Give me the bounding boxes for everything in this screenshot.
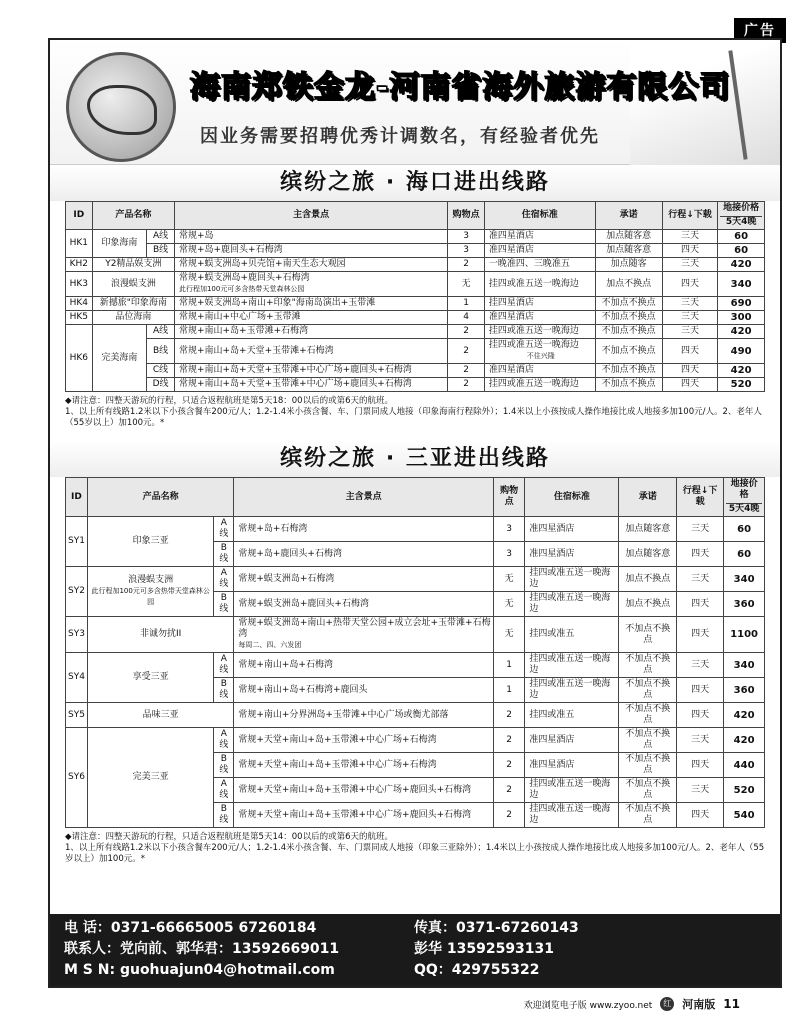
- sights: 常规+南山+中心广场+玉带滩: [174, 311, 447, 325]
- site-url: 欢迎浏览电子版 www.zyoo.net: [523, 1000, 653, 1011]
- column-header: 产品名称: [87, 478, 233, 517]
- haikou-note: [65, 396, 765, 429]
- shop-cell: 无: [448, 272, 485, 297]
- promise-cell: 不加点不换点: [595, 325, 662, 339]
- table-row: [66, 517, 765, 542]
- route-id: HK6: [66, 325, 93, 392]
- sights: 常规+蜈支洲岛+贝壳馆+南天生态大观园: [174, 258, 447, 272]
- price-cell: 60: [718, 230, 765, 244]
- hotel-cell: 挂四或准五送一晚海边: [484, 272, 595, 297]
- price-cell: 60: [724, 517, 765, 542]
- trip-cell: 三天: [662, 230, 717, 244]
- promise-cell: 不加点不换点: [595, 378, 662, 392]
- hotel-cell: 挂四或准五送一晚海边: [525, 678, 619, 703]
- table-row: [66, 728, 765, 753]
- promise-cell: 不加点不换点: [619, 617, 676, 653]
- promise-cell: 加点随客: [595, 258, 662, 272]
- trip-cell: 四天: [676, 678, 723, 703]
- shop-cell: 无: [493, 592, 524, 617]
- promise-cell: 不加点不换点: [619, 778, 676, 803]
- trip-cell: 四天: [676, 617, 723, 653]
- hotel-cell: 准四星酒店: [525, 517, 619, 542]
- line-label: A线: [214, 728, 234, 753]
- promise-cell: 不加点不换点: [619, 703, 676, 728]
- table-row: [66, 567, 765, 592]
- sights: 常规+娱支洲岛+南山+印象"海南岛演出+玉带滩: [174, 297, 447, 311]
- trip-cell: 四天: [662, 364, 717, 378]
- promise-cell: 加点随客意: [619, 517, 676, 542]
- note-line: ◆请注意：四整天游玩的行程，只适合返程航班是第5天18：00以后的或第6天的航班。: [65, 396, 393, 406]
- route-name: 完美海南: [92, 325, 146, 392]
- contact-bar: [50, 914, 780, 986]
- sights: 常规+南山+岛+玉带滩+石梅湾: [174, 325, 447, 339]
- line-label: A线: [147, 230, 175, 244]
- trip-cell: 三天: [662, 297, 717, 311]
- shop-cell: 3: [448, 244, 485, 258]
- route-id: HK4: [66, 297, 93, 311]
- column-header: 住宿标准: [525, 478, 619, 517]
- route-id: SY1: [66, 517, 88, 567]
- route-id: HK5: [66, 311, 93, 325]
- sights: 常规+天堂+南山+岛+玉带滩+中心广场+鹿回头+石梅湾: [234, 803, 494, 828]
- hotel-cell: 准四星酒店: [484, 311, 595, 325]
- route-id: SY6: [66, 728, 88, 828]
- sights: 常规+南山+岛+石梅湾+鹿回头: [234, 678, 494, 703]
- promise-cell: 加点随客意: [595, 230, 662, 244]
- table-row: [66, 653, 765, 678]
- line-label: A线: [214, 517, 234, 542]
- promise-cell: 加点不换点: [619, 567, 676, 592]
- price-cell: 360: [724, 592, 765, 617]
- page-number: 11: [723, 997, 740, 1011]
- promise-cell: 加点不换点: [595, 272, 662, 297]
- price-cell: 520: [724, 778, 765, 803]
- line-label: A线: [214, 567, 234, 592]
- line-label: B线: [214, 753, 234, 778]
- shop-cell: 2: [448, 378, 485, 392]
- price-cell: 540: [724, 803, 765, 828]
- sights: 常规+南山+岛+天堂+玉带滩+中心广场+鹿回头+石梅湾: [174, 364, 447, 378]
- edition: 河南版: [682, 998, 716, 1011]
- hotel-cell: 准四星酒店: [484, 244, 595, 258]
- line-label: B线: [214, 678, 234, 703]
- route-id: HK3: [66, 272, 93, 297]
- hotel-cell: 挂四或准五送一晚海边: [484, 325, 595, 339]
- sights: 常规+天堂+南山+岛+玉带滩+中心广场+石梅湾: [234, 753, 494, 778]
- shop-cell: 2: [448, 325, 485, 339]
- price-cell: 300: [718, 311, 765, 325]
- promise-cell: 不加点不换点: [619, 753, 676, 778]
- qq: QQ：429755322: [414, 962, 540, 978]
- hotel-cell: 准四星酒店: [525, 728, 619, 753]
- route-name: 享受三亚: [87, 653, 213, 703]
- page-footer: [0, 994, 800, 1014]
- shop-cell: 2: [448, 258, 485, 272]
- route-name: 品位海南: [92, 311, 174, 325]
- column-header: 购物点: [493, 478, 524, 517]
- table-row: [66, 258, 765, 272]
- column-header: 承诺: [619, 478, 676, 517]
- trip-cell: 四天: [662, 272, 717, 297]
- line-label: A线: [214, 653, 234, 678]
- sanya-table: [65, 477, 765, 828]
- price-cell: 690: [718, 297, 765, 311]
- sanya-note: [65, 832, 765, 865]
- table-row: [66, 339, 765, 364]
- hotel-cell: 准四星酒店: [525, 542, 619, 567]
- promise-cell: 不加点不换点: [595, 311, 662, 325]
- msn: M S N: guohuajun04@hotmail.com: [64, 962, 335, 978]
- hotel-cell: 一晚准四、三晚准五: [484, 258, 595, 272]
- promise-cell: 不加点不换点: [595, 364, 662, 378]
- recruit-notice: 因业务需要招聘优秀计调数名，有经验者优先: [200, 126, 600, 147]
- promise-cell: 加点随客意: [619, 542, 676, 567]
- contact-person-2: 彭华 13592593131: [414, 941, 555, 957]
- sights: 常规+岛: [174, 230, 447, 244]
- promise-cell: 不加点不换点: [619, 653, 676, 678]
- column-header: 购物点: [448, 202, 485, 230]
- hotel-cell: 挂四或准五送一晚海边: [525, 778, 619, 803]
- note-line: 1、以上所有线路1.2米以下小孩含餐车200元/人；1.2-1.4米小孩含餐、车、门票同成人地接（印象海南行程除外）；1.4米以上小孩按成人操作地接比成人地接多加100元/人。2、老年人（55岁以上）加100元。*: [65, 407, 762, 428]
- line-label: B线: [147, 244, 175, 258]
- column-header: 地接价格 5天4晚: [718, 202, 765, 230]
- promise-cell: 不加点不换点: [595, 297, 662, 311]
- line-label: B线: [214, 592, 234, 617]
- price-cell: 440: [724, 753, 765, 778]
- hotel-cell: 挂四或准五送一晚海边: [525, 592, 619, 617]
- line-label: B线: [147, 339, 175, 364]
- table-row: [66, 617, 765, 653]
- price-cell: 490: [718, 339, 765, 364]
- sights: 常规+南山+岛+天堂+玉带滩+石梅湾: [174, 339, 447, 364]
- line-label: A线: [147, 325, 175, 339]
- hotel-cell: 挂四或准五: [525, 703, 619, 728]
- promise-cell: 加点不换点: [619, 592, 676, 617]
- shop-cell: 2: [448, 364, 485, 378]
- globe-logo-icon: [66, 52, 176, 162]
- promise-cell: 不加点不换点: [619, 678, 676, 703]
- price-cell: 420: [718, 325, 765, 339]
- shop-cell: 2: [493, 703, 524, 728]
- route-id: SY3: [66, 617, 88, 653]
- column-header: ID: [66, 202, 93, 230]
- shop-cell: 2: [493, 728, 524, 753]
- note-line: 1、以上所有线路1.2米以下小孩含餐车200元/人；1.2-1.4米小孩含餐、车、门票同成人地接（印象三亚除外）；1.4米以上小孩按成人操作地接比成人地接多加100元/人。2、老年人（55岁以上）加100元。*: [65, 843, 765, 864]
- trip-cell: 三天: [662, 311, 717, 325]
- price-cell: 420: [724, 728, 765, 753]
- route-name: 印象海南: [92, 230, 146, 258]
- column-header: 住宿标准: [484, 202, 595, 230]
- table-row: [66, 378, 765, 392]
- hotel-cell: 挂四或准五送一晚海边 不住兴隆: [484, 339, 595, 364]
- column-header: 行程↓下载: [676, 478, 723, 517]
- trip-cell: 三天: [676, 728, 723, 753]
- column-header: 产品名称: [92, 202, 174, 230]
- price-cell: 420: [718, 258, 765, 272]
- shop-cell: 1: [448, 297, 485, 311]
- column-header: 地接价格 5天4晚: [724, 478, 765, 517]
- table-row: [66, 325, 765, 339]
- route-name: 非诚勿扰II: [87, 617, 233, 653]
- price-cell: 360: [724, 678, 765, 703]
- shop-cell: 2: [493, 778, 524, 803]
- shop-cell: 3: [448, 230, 485, 244]
- line-label: D线: [147, 378, 175, 392]
- sights: 常规+天堂+南山+岛+玉带滩+中心广场+石梅湾: [234, 728, 494, 753]
- ad-tag: 广告: [734, 18, 786, 43]
- trip-cell: 三天: [676, 653, 723, 678]
- sights: 常规+蜈支洲岛+鹿回头+石梅湾: [234, 592, 494, 617]
- table-row: [66, 703, 765, 728]
- route-id: SY5: [66, 703, 88, 728]
- trip-cell: 三天: [662, 325, 717, 339]
- route-id: SY4: [66, 653, 88, 703]
- route-name: 浪漫蜈支洲: [92, 272, 174, 297]
- contact-person: 联系人：党向前、郭华君：13592669011: [64, 941, 340, 957]
- sights: 常规+南山+岛+天堂+玉带滩+中心广场+鹿回头+石梅湾: [174, 378, 447, 392]
- price-cell: 60: [718, 244, 765, 258]
- shop-cell: 无: [493, 567, 524, 592]
- sights: 常规+岛+石梅湾: [234, 517, 494, 542]
- sights: 常规+蜈支洲岛+石梅湾: [234, 567, 494, 592]
- trip-cell: 四天: [662, 378, 717, 392]
- table-row: [66, 364, 765, 378]
- header: [50, 40, 780, 165]
- trip-cell: 四天: [662, 339, 717, 364]
- column-header: ID: [66, 478, 88, 517]
- route-name: 印象三亚: [87, 517, 213, 567]
- line-label: B线: [214, 542, 234, 567]
- sights: 常规+蜈支洲岛+南山+热带天堂公园+成立会址+玉带滩+石梅湾 每周二、四、六发团: [234, 617, 494, 653]
- price-cell: 340: [724, 653, 765, 678]
- note-line: ◆请注意：四整天游玩的行程，只适合返程航班是第5天14：00以后的或第6天的航班。: [65, 832, 393, 842]
- route-name: 新撼旅"印象海南: [92, 297, 174, 311]
- table-row: [66, 244, 765, 258]
- price-cell: 340: [724, 567, 765, 592]
- route-name: 品味三亚: [87, 703, 233, 728]
- route-name: 完美三亚: [87, 728, 213, 828]
- table-row: [66, 297, 765, 311]
- column-header: 行程↓下载: [662, 202, 717, 230]
- promise-cell: 不加点不换点: [619, 803, 676, 828]
- trip-cell: 四天: [676, 542, 723, 567]
- phone: 电 话：0371-66665005 67260184: [64, 920, 317, 936]
- hotel-cell: 挂四或准五送一晚海边: [484, 378, 595, 392]
- hotel-cell: 准四星酒店: [484, 364, 595, 378]
- promise-cell: 不加点不换点: [619, 728, 676, 753]
- price-cell: 1100: [724, 617, 765, 653]
- hotel-cell: 挂四或准五送一晚海边: [525, 567, 619, 592]
- table-row: [66, 311, 765, 325]
- route-name: Y2精品娱支洲: [92, 258, 174, 272]
- sights: 常规+南山+分界洲岛+玉带滩+中心广场或衡尤部落: [234, 703, 494, 728]
- price-cell: 520: [718, 378, 765, 392]
- trip-cell: 三天: [676, 567, 723, 592]
- promise-cell: 加点随客意: [595, 244, 662, 258]
- promise-cell: 不加点不换点: [595, 339, 662, 364]
- price-cell: 340: [718, 272, 765, 297]
- sights: 常规+天堂+南山+岛+玉带滩+中心广场+鹿回头+石梅湾: [234, 778, 494, 803]
- route-id: HK1: [66, 230, 93, 258]
- company-name: 海南郑铁金龙-河南省海外旅游有限公司: [190, 70, 731, 105]
- haikou-table: [65, 201, 765, 392]
- shop-cell: 3: [493, 517, 524, 542]
- price-cell: 60: [724, 542, 765, 567]
- route-id: SY2: [66, 567, 88, 617]
- ad-frame: [48, 38, 782, 988]
- trip-cell: 三天: [676, 517, 723, 542]
- shop-cell: 4: [448, 311, 485, 325]
- sights: 常规+岛+鹿回头+石梅湾: [174, 244, 447, 258]
- trip-cell: 三天: [676, 778, 723, 803]
- trip-cell: 四天: [676, 703, 723, 728]
- route-name: 浪漫蜈支洲 此行程加100元可多含热带天堂森林公园: [87, 567, 213, 617]
- shop-cell: 1: [493, 653, 524, 678]
- price-cell: 420: [718, 364, 765, 378]
- hotel-cell: 挂四或准五送一晚海边: [525, 653, 619, 678]
- shop-cell: 2: [493, 803, 524, 828]
- trip-cell: 四天: [676, 803, 723, 828]
- trip-cell: 四天: [676, 753, 723, 778]
- shop-cell: 2: [493, 753, 524, 778]
- line-label: B线: [214, 803, 234, 828]
- hotel-cell: 挂四星酒店: [484, 297, 595, 311]
- column-header: 承诺: [595, 202, 662, 230]
- line-label: C线: [147, 364, 175, 378]
- sights: 常规+蜈支洲岛+鹿回头+石梅湾 此行程加100元可多含热带天堂森林公园: [174, 272, 447, 297]
- column-header: 主含景点: [234, 478, 494, 517]
- route-id: KH2: [66, 258, 93, 272]
- shop-cell: 3: [493, 542, 524, 567]
- fax: 传真：0371-67260143: [414, 920, 579, 936]
- trip-cell: 三天: [662, 258, 717, 272]
- sanya-title: 缤纷之旅 · 三亚进出线路: [50, 441, 780, 477]
- trip-cell: 四天: [676, 592, 723, 617]
- hotel-cell: 挂四或准五: [525, 617, 619, 653]
- shop-cell: 2: [448, 339, 485, 364]
- hotel-cell: 挂四或准五送一晚海边: [525, 803, 619, 828]
- column-header: 主含景点: [174, 202, 447, 230]
- shop-cell: 无: [493, 617, 524, 653]
- badge-icon: 红: [660, 997, 674, 1011]
- hotel-cell: 准四星酒店: [484, 230, 595, 244]
- hotel-cell: 准四星酒店: [525, 753, 619, 778]
- table-row: [66, 272, 765, 297]
- shop-cell: 1: [493, 678, 524, 703]
- sights: 常规+南山+岛+石梅湾: [234, 653, 494, 678]
- price-cell: 420: [724, 703, 765, 728]
- table-row: [66, 230, 765, 244]
- haikou-title: 缤纷之旅 · 海口进出线路: [50, 165, 780, 201]
- sights: 常规+岛+鹿回头+石梅湾: [234, 542, 494, 567]
- line-label: A线: [214, 778, 234, 803]
- trip-cell: 四天: [662, 244, 717, 258]
